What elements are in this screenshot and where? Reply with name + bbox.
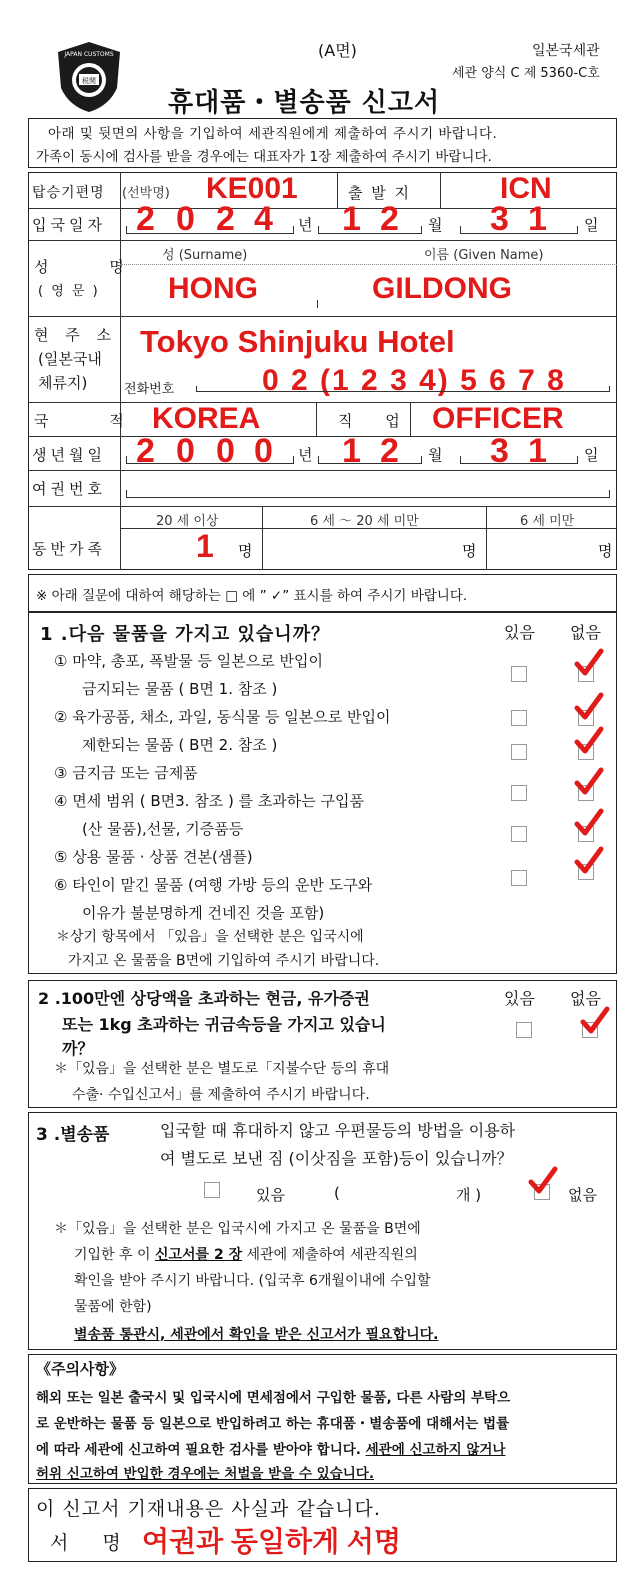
birth-date-label: 생년월일 (32, 446, 106, 464)
q1-item-line: 제한되는 물품 ( B면 2. 참조 ) (82, 736, 278, 754)
entry-month-unit: 월 (428, 216, 443, 234)
entry-year-digit[interactable]: 0 (176, 200, 195, 238)
checkmark-icon (528, 1166, 558, 1196)
svg-text:JAPAN CUSTOMS: JAPAN CUSTOMS (64, 51, 114, 58)
phone-label: 전화번호 (124, 382, 175, 397)
age-6to20-label: 6 세 ～ 20 세 미만 (310, 514, 419, 529)
q1-item-line: 이유가 불분명하게 건네진 것을 포함) (82, 904, 325, 922)
caution-line-1: 해외 또는 일본 출국시 및 입국시에 면세점에서 구입한 물품, 다른 사람의 부탁으 (36, 1390, 511, 1406)
page-title: 휴대품・별송품 신고서 (168, 88, 441, 118)
q1-item-line: ③ 금지금 또는 금제품 (54, 764, 198, 782)
flight-sublabel: (선박명) (122, 186, 170, 201)
flight-number-value[interactable]: KE001 (206, 172, 298, 205)
q1-item-line: ④ 면세 범위 ( B면3. 참조 ) 를 초과하는 구입품 (54, 792, 365, 810)
question-3-line-1: 입국할 때 휴대하지 않고 우편물등의 방법을 이용하 (160, 1121, 516, 1140)
entry-date-label: 입국일자 (32, 216, 106, 234)
q1-item-line: ① 마약, 총포, 폭발물 등 일본으로 반입이 (54, 652, 323, 670)
checkmark-icon (574, 808, 604, 838)
passport-label: 여권번호 (32, 480, 106, 498)
checkmark-icon (574, 846, 604, 876)
svg-text:税関: 税関 (82, 77, 96, 85)
q1-yes-checkbox[interactable] (511, 870, 527, 886)
intro-line-1: 아래 및 뒷면의 사항을 기입하여 세관직원에게 제출하여 주시기 바랍니다. (48, 126, 498, 142)
address-sublabel-2: 체류지) (38, 374, 88, 392)
q1-yes-checkbox[interactable] (511, 666, 527, 682)
q2-yes-checkbox[interactable] (516, 1022, 532, 1038)
q3-note-line-2: 기입한 후 이 신고서를 2 장 세관에 제출하여 세관직원의 (74, 1247, 418, 1263)
address-value[interactable]: Tokyo Shinjuku Hotel (140, 324, 455, 359)
q1-yes-header: 있음 (504, 623, 535, 642)
nationality-value[interactable]: KOREA (152, 402, 261, 435)
question-1-title: 1 .다음 물품을 가지고 있습니까？ (40, 624, 331, 645)
q1-item-line: ⑥ 타인이 맡긴 물품 (여행 가방 등의 운반 도구와 (54, 876, 373, 894)
q3-no-label: 없음 (568, 1186, 597, 1204)
q1-no-header: 없음 (570, 623, 601, 642)
occupation-label: 직 업 (338, 412, 414, 430)
age-over20-label: 20 세 이상 (156, 514, 219, 529)
q1-item-line: ② 육가공품, 채소, 과일, 동식물 등 일본으로 반입이 (54, 708, 391, 726)
address-label: 현 주 소 (34, 326, 118, 344)
checkmark-icon (574, 767, 604, 797)
agency-name: 일본국세관 (532, 43, 600, 59)
passport-input[interactable] (126, 490, 610, 498)
entry-year-digit[interactable]: 4 (254, 200, 273, 238)
name-sublabel: ( 영 문 ) (38, 284, 100, 299)
flight-label: 탑승기편명 (32, 185, 105, 201)
birth-year-digit[interactable]: 0 (216, 432, 235, 470)
entry-day-digit[interactable]: 1 (528, 200, 547, 238)
q1-yes-checkbox[interactable] (511, 785, 527, 801)
question-3-title: 3 .별송품 (36, 1125, 110, 1145)
checkmark-icon (580, 1006, 610, 1036)
q3-note-line-1: ＊「있음」을 선택한 분은 입국시에 가지고 온 물품을 B면에 (54, 1221, 421, 1237)
signature-value[interactable]: 여권과 동일하게 서명 (142, 1526, 401, 1557)
person-unit: 명 (238, 542, 253, 560)
surname-label: 성 (Surname) (162, 248, 248, 263)
birth-year-digit[interactable]: 0 (176, 432, 195, 470)
q3-note-line-5: 별송품 통관시, 세관에서 확인을 받은 신고서가 필요합니다. (74, 1327, 439, 1343)
given-name-value[interactable]: GILDONG (372, 272, 512, 305)
entry-year-unit: 년 (298, 216, 313, 234)
address-sublabel-1: (일본국내 (38, 350, 102, 368)
q2-note-line-1: ＊「있음」을 선택한 분은 별도로「지불수단 등의 휴대 (54, 1061, 390, 1077)
companion-label: 동반가족 (32, 540, 106, 558)
nationality-label: 국 적 (34, 412, 152, 430)
question-2-line-1: 2 .100만엔 상당액을 초과하는 현금, 유가증권 (38, 989, 370, 1008)
question-2-line-3: 까？ (62, 1039, 94, 1058)
q2-no-header: 없음 (570, 989, 601, 1008)
q1-note-line-2: 가지고 온 물품을 B면에 기입하여 주시기 바랍니다. (68, 953, 380, 969)
signature-label: 서 명 (50, 1532, 135, 1554)
q3-count-open: ( (334, 1184, 340, 1202)
q3-note-line-4: 물품에 한함) (74, 1299, 152, 1315)
occupation-value[interactable]: OFFICER (432, 402, 564, 435)
form-number: 세관 양식 C 제 5360-C호 (452, 66, 600, 81)
birth-day-unit: 일 (584, 446, 599, 464)
entry-month-digit[interactable]: 1 (342, 200, 361, 238)
caution-line-4: 허위 신고하여 반입한 경우에는 처벌을 받을 수 있습니다. (36, 1466, 374, 1482)
phone-value[interactable]: 0 2 (1 2 3 4) 5 6 7 8 (262, 364, 566, 397)
birth-month-unit: 월 (428, 446, 443, 464)
q1-yes-checkbox[interactable] (511, 744, 527, 760)
entry-year-digit[interactable]: 2 (216, 200, 235, 238)
departure-label: 출 발 지 (348, 184, 412, 202)
given-name-label: 이름 (Given Name) (424, 248, 544, 263)
birth-month-digit[interactable]: 2 (380, 432, 399, 470)
caution-title: 《주의사항》 (36, 1360, 124, 1378)
departure-value[interactable]: ICN (500, 172, 552, 205)
q1-note-line-1: ＊상기 항목에서 「있음」을 선택한 분은 입국시에 (56, 929, 364, 945)
japan-customs-logo (54, 40, 124, 114)
signature-statement: 이 신고서 기재내용은 사실과 같습니다. (36, 1498, 381, 1520)
q1-item-line: (산 물품),선물, 기증품등 (82, 820, 244, 838)
birth-year-digit[interactable]: 0 (254, 432, 273, 470)
birth-day-digit[interactable]: 3 (490, 432, 509, 470)
entry-day-unit: 일 (584, 216, 599, 234)
caution-line-2: 로 운반하는 물품 등 일본으로 반입하려고 하는 휴대품・별송품에 대해서는 법률 (36, 1416, 510, 1432)
name-label: 성 명 (34, 258, 152, 276)
q1-item-line: ⑤ 상용 물품 · 상품 견본(샘플) (54, 848, 253, 866)
birth-year-digit[interactable]: 2 (136, 432, 155, 470)
form-side: (A면) (318, 41, 357, 60)
birth-day-digit[interactable]: 1 (528, 432, 547, 470)
birth-year-unit: 년 (298, 446, 313, 464)
q2-note-line-2: 수출· 수입신고서」를 제출하여 주시기 바랍니다. (72, 1087, 370, 1103)
q1-item-line: 금지되는 물품 ( B면 1. 참조 ) (82, 680, 278, 698)
q1-yes-checkbox[interactable] (511, 826, 527, 842)
q2-yes-header: 있음 (504, 989, 535, 1008)
age-under6-label: 6 세 미만 (520, 514, 575, 529)
caution-line-3: 에 따라 세관에 신고하여 필요한 검사를 받아야 합니다. 세관에 신고하지 않거나 (36, 1442, 506, 1458)
copies-required: 신고서를 2 장 (154, 1247, 243, 1263)
intro-line-2: 가족이 동시에 검사를 받을 경우에는 대표자가 1장 제출하여 주시기 바랍니다. (36, 149, 492, 165)
person-unit: 명 (598, 542, 613, 560)
question-2-line-2: 또는 1kg 초과하는 귀금속등을 가지고 있습니 (62, 1015, 386, 1034)
checkmark-icon (574, 692, 604, 722)
entry-month-digit[interactable]: 2 (380, 200, 399, 238)
checkmark-icon (574, 726, 604, 756)
person-unit: 명 (462, 542, 477, 560)
q3-yes-label: 있음 (256, 1186, 285, 1204)
checkmark-icon (574, 648, 604, 678)
birth-month-digit[interactable]: 1 (342, 432, 361, 470)
surname-value[interactable]: HONG (168, 272, 258, 305)
companion-over20-value[interactable]: 1 (196, 528, 214, 564)
q3-yes-checkbox[interactable] (204, 1182, 220, 1198)
q1-yes-checkbox[interactable] (511, 710, 527, 726)
question-3-line-2: 여 별도로 보낸 짐 (이삿짐을 포함)등이 있습니까？ (160, 1149, 513, 1168)
entry-day-digit[interactable]: 3 (490, 200, 509, 238)
entry-year-digit[interactable]: 2 (136, 200, 155, 238)
instruction-text: ※ 아래 질문에 대하여 해당하는 □ 에 ” ✓” 표시를 하여 주시기 바랍니다. (36, 588, 468, 604)
q3-count-unit: 개 ) (456, 1186, 482, 1204)
q3-note-line-3: 확인을 받아 주시기 바랍니다. (입국후 6개월이내에 수입할 (74, 1273, 431, 1289)
